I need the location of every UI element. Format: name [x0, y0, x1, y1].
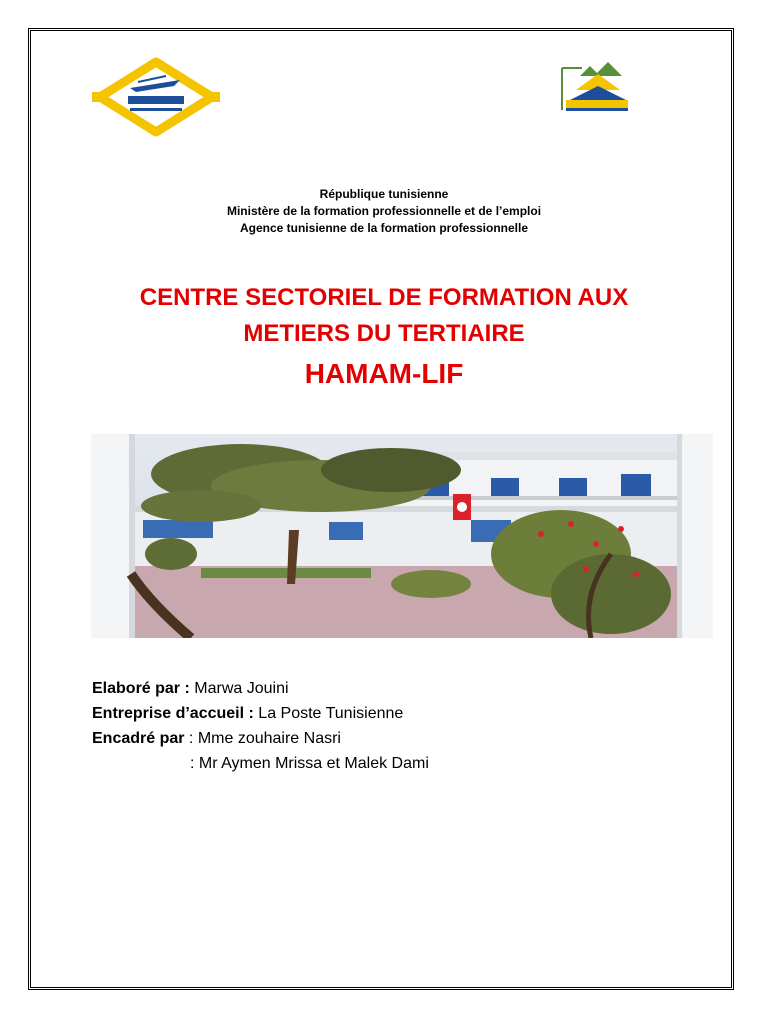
building-photo	[91, 434, 713, 638]
title-line-3: HAMAM-LIF	[304, 358, 464, 389]
supervisor-value-2: : Mr Aymen Mrissa et Malek Dami	[190, 755, 429, 772]
center-title	[0, 280, 768, 394]
la-poste-logo	[88, 56, 224, 138]
atfp-logo	[556, 46, 634, 130]
host-company-label: Entreprise d’accueil :	[92, 705, 254, 722]
institution-header	[0, 186, 768, 237]
author-value: Marwa Jouini	[189, 680, 289, 697]
title-line-1: CENTRE SECTORIEL DE FORMATION AUX	[139, 284, 629, 311]
supervisor-label: Encadré par	[92, 730, 185, 747]
host-company-value: La Poste Tunisienne	[253, 705, 404, 722]
author-label: Elaboré par :	[92, 680, 190, 697]
author-row	[92, 676, 429, 701]
supervisor-row-2	[92, 751, 429, 776]
title-line-2: METIERS DU TERTIAIRE	[243, 320, 525, 347]
agency-line: Agence tunisienne de la formation professionnelle	[239, 221, 529, 235]
report-details	[92, 676, 429, 776]
supervisor-row	[92, 726, 429, 751]
host-company-row	[92, 701, 429, 726]
ministry-line: Ministère de la formation professionnelle et de l’emploi	[226, 204, 542, 218]
republic-line: République tunisienne	[319, 187, 449, 201]
supervisor-value: : Mme zouhaire Nasri	[184, 730, 341, 747]
